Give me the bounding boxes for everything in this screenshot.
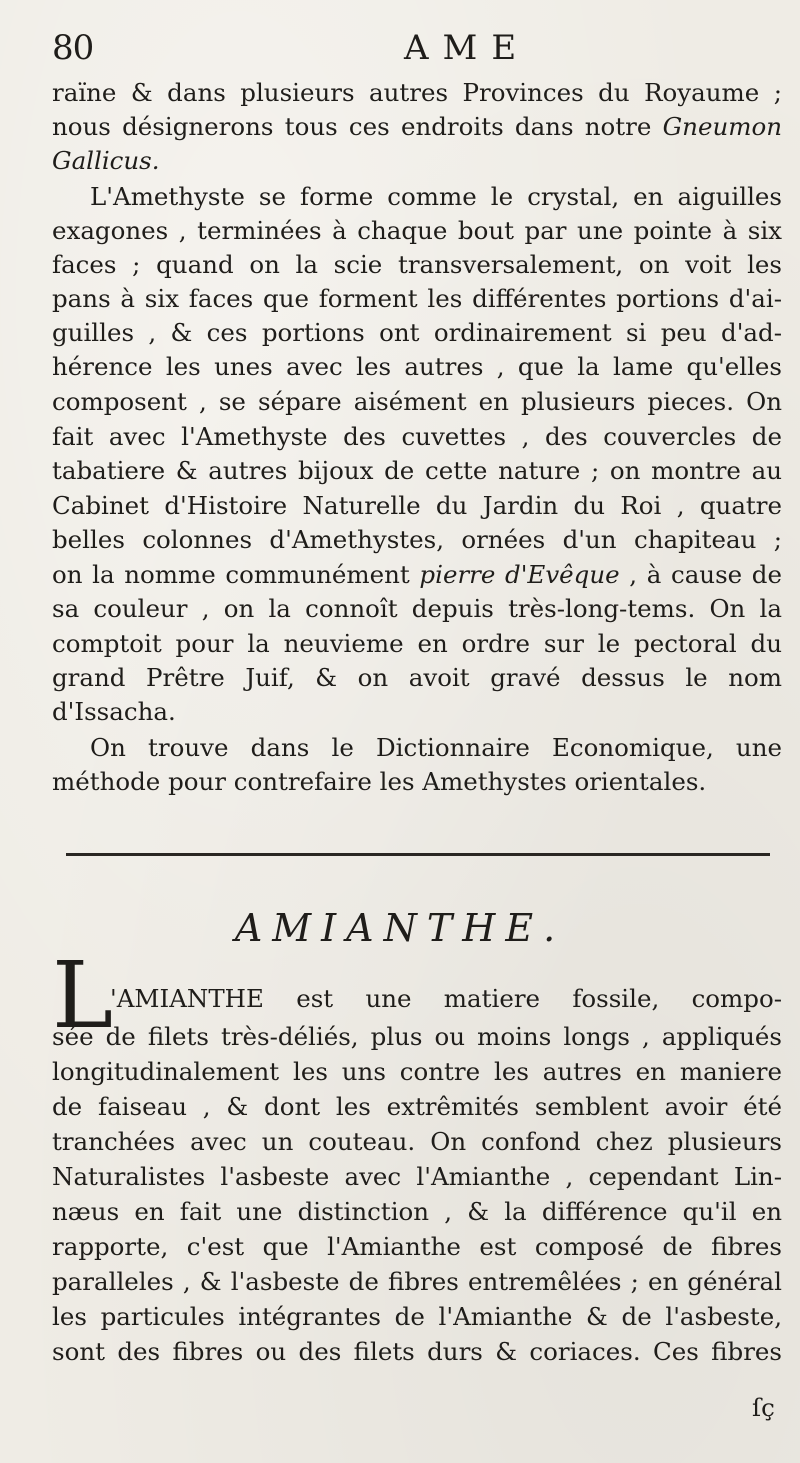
drop-cap: L [52,942,114,1049]
text-line: tranchées avec un couteau. On confond chez plusieurs [52,1127,782,1156]
text-line: paralleles , & l'asbeste de fibres entremêlées ; en général [52,1267,782,1296]
text-line: hérence les unes avec les autres , que la lame qu'elles [52,352,782,381]
italic-term: Gneumon [662,112,782,141]
text-line: 'AMIANTHE est une matiere fossile, compo- [110,984,782,1013]
text-line: méthode pour contrefaire les Amethystes orientales. [52,767,707,796]
text-line: d'Issacha. [52,697,176,726]
text-line: sont des fibres ou des filets durs & coriaces. Ces fibres [52,1337,782,1366]
catchword: ſç [752,1393,775,1422]
text-line: fait avec l'Amethyste des cuvettes , des couvercles de [52,422,782,451]
text-line: comptoit pour la neuvieme en ordre sur le pectoral du [52,629,782,658]
text-line: næus en fait une distinction , & la différence qu'il en [52,1197,782,1226]
text-line: On trouve dans le Dictionnaire Economique, une [90,733,782,762]
text-line: raïne & dans plusieurs autres Provinces du Royaume ; [52,78,782,107]
text-line: longitudinalement les uns contre les autres en maniere [52,1057,782,1086]
text-line: pans à six faces que forment les différentes portions d'ai- [52,284,782,313]
section-title: AMIANTHE. [234,906,566,950]
text-line: faces ; quand on la scie transversalement, on voit les [52,250,782,279]
text-line: grand Prêtre Juif, & on avoit gravé dessus le nom [52,663,782,692]
text-line: Naturalistes l'asbeste avec l'Amianthe , cependant Lin- [52,1162,782,1191]
text-line: nous désignerons tous ces endroits dans notre Gneumon [52,112,782,141]
text-line: L'Amethyste se forme comme le crystal, en aiguilles [90,182,782,211]
text-line: Gallicus. [52,146,160,175]
text-line: sa couleur , on la connoît depuis très-long-tems. On la [52,594,782,623]
text-line: guilles , & ces portions ont ordinairement si peu d'ad- [52,318,782,347]
text-line: composent , se sépare aisément en plusieurs pieces. On [52,387,782,416]
text-line: de faiseau , & dont les extrêmités semblent avoir été [52,1092,782,1121]
text-line: les particules intégrantes de l'Amianthe & de l'asbeste, [52,1302,782,1331]
text-line: Cabinet d'Histoire Naturelle du Jardin du Roi , quatre [52,491,782,520]
text-line: exagones , terminées à chaque bout par une pointe à six [52,216,782,245]
page-number: 80 [52,28,94,68]
running-head: AME [404,28,531,68]
italic-term: pierre d'Evêque [419,560,620,589]
section-divider [66,853,770,856]
text-line: on la nomme communément pierre d'Evêque , à cause de [52,560,782,589]
text-line: tabatiere & autres bijoux de cette nature ; on montre au [52,456,782,485]
page-header [52,22,782,72]
text-line: sée de filets très-déliés, plus ou moins longs , appliqués [52,1022,782,1051]
text-line: belles colonnes d'Amethystes, ornées d'un chapiteau ; [52,525,782,554]
text-line: rapporte, c'est que l'Amianthe est composé de fibres [52,1232,782,1261]
